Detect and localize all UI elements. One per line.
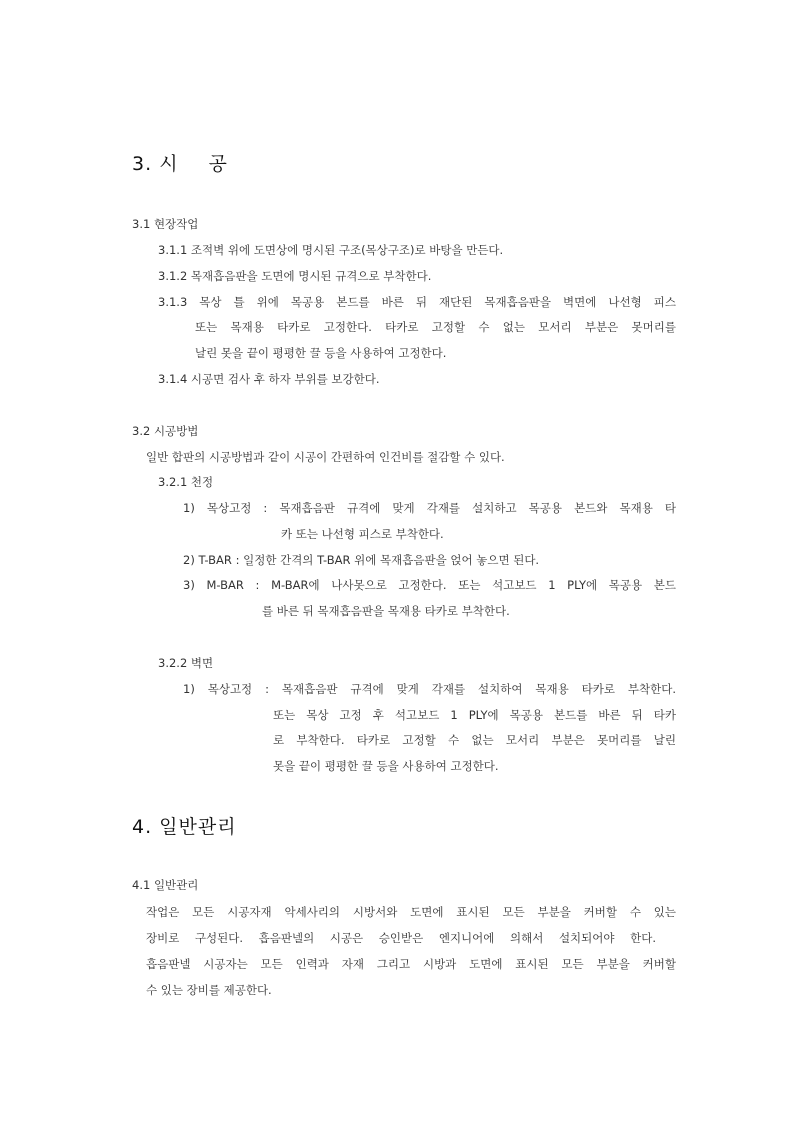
section-3-title xyxy=(132,155,228,174)
subsection-3-1-heading: 3.1 현장작업 xyxy=(132,217,199,231)
item-3-2-2-line-3: 로 부착한다. 타카로 고정할 수 없는 모서리 부분은 못머리를 날린 xyxy=(273,733,676,747)
item-3-2-2-line-1: 1) 목상고정 : 목재흡음판 규격에 맞게 각재를 설치하여 목재용 타카로 부착한다. xyxy=(183,682,676,696)
subsection-4-1-heading: 4.1 일반관리 xyxy=(132,878,199,892)
item-3-2-1-line-1: 1) 목상고정 : 목재흡음판 규격에 맞게 각재를 설치하고 목공용 본드와 목재용 타 xyxy=(183,501,676,515)
item-3-1-3-line-1: 3.1.3 목상 틀 위에 목공용 본드를 바른 뒤 재단된 목재흡음판을 벽면에 나선형 피스 xyxy=(158,295,676,309)
subsection-4-1-line-2: 장비로 구성된다. 흡음판넬의 시공은 승인받은 엔지니어에 의해서 설치되어야 한다. xyxy=(146,931,656,945)
section-3-title-char-1: 시 xyxy=(159,153,179,175)
subsection-3-2-intro: 일반 합판의 시공방법과 같이 시공이 간편하여 인건비를 절감할 수 있다. xyxy=(146,450,505,464)
item-3-2-2-line-4: 못을 끝이 평평한 끌 등을 사용하여 고정한다. xyxy=(273,759,499,773)
section-3-number: 3. xyxy=(132,153,153,175)
item-3-2-2-heading: 3.2.2 벽면 xyxy=(158,656,214,670)
section-3-title-char-2: 공 xyxy=(208,153,228,175)
item-3-1-2: 3.1.2 목재흡음판을 도면에 명시된 규격으로 부착한다. xyxy=(158,269,432,283)
item-3-1-4: 3.1.4 시공면 검사 후 하자 부위를 보강한다. xyxy=(158,372,380,386)
subsection-3-2-heading: 3.2 시공방법 xyxy=(132,424,199,438)
subsection-4-1-line-4: 수 있는 장비를 제공한다. xyxy=(146,983,272,997)
item-3-1-1: 3.1.1 조적벽 위에 도면상에 명시된 구조(목상구조)로 바탕을 만든다. xyxy=(158,243,504,257)
subsection-4-1-line-3: 흡음판넬 시공자는 모든 인력과 자재 그리고 시방과 도면에 표시된 모든 부분을 커버할 xyxy=(146,957,676,971)
item-3-2-1-line-5: 를 바른 뒤 목재흡음판을 목재용 타카로 부착한다. xyxy=(262,604,510,618)
item-3-1-3-line-2: 또는 목재용 타카로 고정한다. 타카로 고정할 수 없는 모서리 부분은 못머리를 xyxy=(195,320,676,334)
section-4-title: 4. 일반관리 xyxy=(132,816,237,838)
subsection-4-1-line-1: 작업은 모든 시공자재 악세사리의 시방서와 도면에 표시된 모든 부분을 커버할 수 있는 xyxy=(146,905,676,919)
item-3-2-1-line-2: 카 또는 나선형 피스로 부착한다. xyxy=(281,527,444,541)
item-3-1-3-line-3: 날린 못을 끝이 평평한 끌 등을 사용하여 고정한다. xyxy=(195,346,447,360)
item-3-2-1-heading: 3.2.1 천정 xyxy=(158,475,214,489)
item-3-2-1-line-4: 3) M-BAR : M-BAR에 나사못으로 고정한다. 또는 석고보드 1 PLY에 목공용 본드 xyxy=(183,578,676,592)
item-3-2-2-line-2: 또는 목상 고정 후 석고보드 1 PLY에 목공용 본드를 바른 뒤 타카 xyxy=(273,708,676,722)
item-3-2-1-line-3: 2) T-BAR : 일정한 간격의 T-BAR 위에 목재흡음판을 얹어 놓으면 된다. xyxy=(183,553,540,567)
